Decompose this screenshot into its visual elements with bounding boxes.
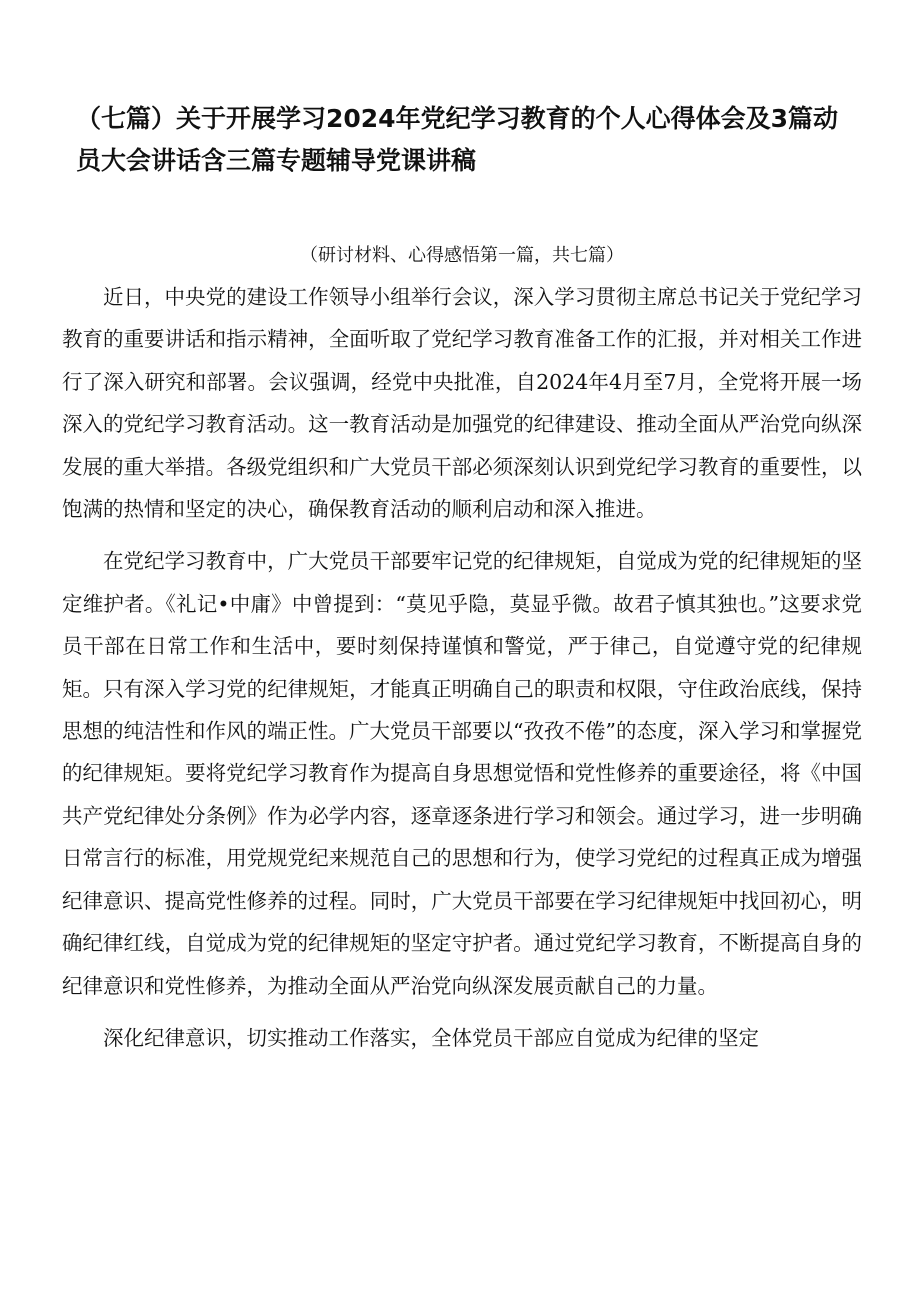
body-paragraph-1: 近日，中央党的建设工作领导小组举行会议，深入学习贯彻主席总书记关于党纪学习教育的重要讲话和指示精神，全面听取了党纪学习教育准备工作的汇报，并对相关工作进行了深入研究和部署。会议强调，经党中央批准，自2024年4月至7月，全党将开展一场深入的党纪学习教育活动。这一教育活动是加强党的纪律建设、推动全面从严治党向纵深发展的重大举措。各级党组织和广大党员干部必须深刻认识到党纪学习教育的重要性，以饱满的热情和坚定的决心，确保教育活动的顺利启动和深入推进。: [62, 285, 862, 522]
body-paragraph-2: 在党纪学习教育中，广大党员干部要牢记党的纪律规矩，自觉成为党的纪律规矩的坚定维护者。《礼记•中庸》中曾提到：“莫见乎隐，莫显乎微。故君子慎其独也。”这要求党员干部在日常工作和生活中，要时刻保持谨慎和警觉，严于律己，自觉遵守党的纪律规矩。只有深入学习党的纪律规矩，才能真正明确自己的职责和权限，守住政治底线，保持思想的纯洁性和作风的端正性。广大党员干部要以“孜孜不倦”的态度，深入学习和掌握党的纪律规矩。要将党纪学习教育作为提高自身思想觉悟和党性修养的重要途径，将《中国共产党纪律处分条例》作为必学内容，逐章逐条进行学习和领会。通过学习，进一步明确日常言行的标准，用党规党纪来规范自己的思想和行为，使学习党纪的过程真正成为增强纪律意识、提高党性修养的过程。同时，广大党员干部要在学习纪律规矩中找回初心，明确纪律红线，自觉成为党的纪律规矩的坚定守护者。通过党纪学习教育，不断提高自身的纪律意识和党性修养，为推动全面从严治党向纵深发展贡献自己的力量。: [62, 549, 862, 998]
body-paragraph-3: 深化纪律意识，切实推动工作落实，全体党员干部应自觉成为纪律的坚定: [103, 1025, 759, 1050]
document-subtitle: （研讨材料、心得感悟第一篇，共七篇）: [300, 245, 624, 266]
document-title: （七篇）关于开展学习2024年党纪学习教育的个人心得体会及3篇动员大会讲话含三篇专题辅导党课讲稿: [76, 104, 838, 175]
